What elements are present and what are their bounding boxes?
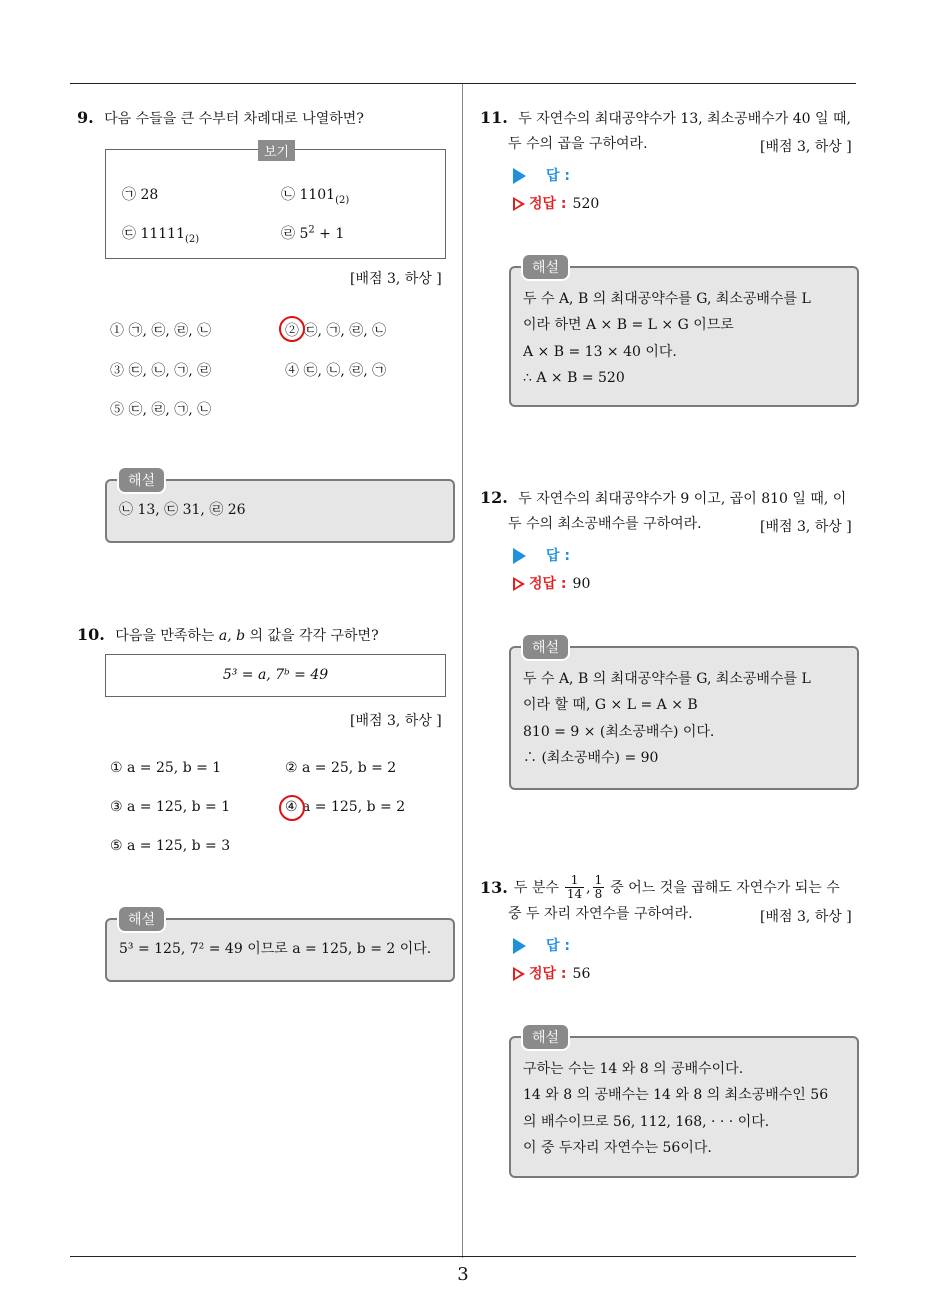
- q10-choice-5[interactable]: ⑤ a = 125, b = 3: [110, 838, 231, 854]
- q9-example-label: 보기: [258, 140, 295, 161]
- question-12-line2: 두 수의 최소공배수를 구하여라.: [508, 516, 702, 532]
- q11-score: [배점 3, 하상 ]: [760, 139, 852, 155]
- q9-item-a: ㉠ 28: [122, 187, 159, 203]
- q11-explanation-line-4: ∴ A × B = 520: [523, 370, 625, 386]
- q11-explanation-line-3: A × B = 13 × 40 이다.: [523, 344, 677, 360]
- outline-triangle-icon: [513, 577, 525, 591]
- question-11-number: 11.: [480, 108, 508, 127]
- q13-correct-row: [513, 963, 590, 983]
- play-icon: [513, 938, 526, 954]
- outline-triangle-icon: [513, 197, 525, 211]
- q13-answer-label: 답 :: [546, 938, 570, 954]
- outline-triangle-icon: [513, 967, 525, 981]
- q9-choice-5[interactable]: ⑤ ㉢, ㉣, ㉠, ㉡: [110, 402, 212, 418]
- question-11-line1: 두 자연수의 최대공약수가 13, 최소공배수가 40 일 때,: [518, 111, 851, 127]
- question-13-header: 13. 두 분수 $\frac{1}{14}$ , $\frac{1}{8}$ 중 어느 것을 곱해도 자연수가 되는 수: [480, 873, 840, 901]
- q10-choice-1[interactable]: ① a = 25, b = 1: [110, 760, 222, 776]
- question-10-number: 10.: [77, 625, 105, 644]
- q10-answer-circle-mark: [279, 795, 305, 821]
- q11-explanation-line-2: 이라 하면 A × B = L × G 이므로: [523, 317, 734, 333]
- q12-correct-row: [513, 573, 590, 593]
- q9-explanation-text: ㉡ 13, ㉢ 31, ㉣ 26: [119, 502, 246, 518]
- question-9-header: [77, 105, 364, 132]
- q9-explanation-tag: 해설: [117, 466, 166, 494]
- q12-explanation-line-2: 이라 할 때, G × L = A × B: [523, 697, 698, 713]
- q10-choice-3[interactable]: ③ a = 125, b = 1: [110, 799, 231, 815]
- q13-explanation-box: [509, 1030, 859, 1178]
- play-icon: [513, 548, 526, 564]
- q9-item-d: ㉣ $5^2 + 1$: [281, 224, 345, 242]
- q11-explanation-tag: 해설: [521, 253, 570, 281]
- q10-explanation-text: 5³ = 125, 7² = 49 이므로 a = 125, b = 2 이다.: [119, 941, 432, 957]
- question-11-line2: 두 수의 곱을 구하여라.: [508, 136, 648, 152]
- q13-explanation-line-1: 구하는 수는 14 와 8 의 공배수이다.: [523, 1061, 744, 1077]
- q13-fraction-1: $\frac{1}{14}$: [566, 873, 583, 901]
- question-13-number: 13.: [480, 877, 508, 897]
- q9-choice-2[interactable]: ② ㉢, ㉠, ㉣, ㉡: [285, 323, 387, 339]
- question-10-text-post: 의 값을 각각 구하면?: [245, 628, 379, 644]
- column-divider: [462, 84, 463, 1258]
- question-13-line1-pre: 두 분수: [513, 879, 559, 896]
- q9-score: [배점 3, 하상 ]: [350, 271, 442, 287]
- q12-explanation-tag: 해설: [521, 633, 570, 661]
- bottom-rule: [70, 1256, 856, 1257]
- q10-equation: 5³ = a, 7ᵇ = 49: [222, 667, 329, 683]
- q10-explanation-tag: 해설: [117, 905, 166, 933]
- top-rule: [70, 83, 856, 84]
- q9-explanation-box: [105, 473, 455, 543]
- q12-correct-label: 정답 :: [529, 576, 567, 592]
- question-10-header: [77, 622, 379, 649]
- q12-score: [배점 3, 하상 ]: [760, 519, 852, 535]
- q13-correct-label: 정답 :: [529, 966, 567, 982]
- q13-answer-row: [513, 935, 570, 955]
- q13-explanation-tag: 해설: [521, 1023, 570, 1051]
- q11-correct-row: [513, 193, 599, 213]
- q10-choice-2[interactable]: ② a = 25, b = 2: [285, 760, 397, 776]
- question-13-line1-post: 중 어느 것을 곱해도 자연수가 되는 수: [610, 879, 840, 896]
- q13-explanation-line-3: 의 배수이므로 56, 112, 168, · · · 이다.: [523, 1114, 770, 1130]
- q9-choice-4[interactable]: ④ ㉢, ㉡, ㉣, ㉠: [285, 363, 387, 379]
- question-10-vars: a, b: [218, 628, 246, 644]
- q12-explanation-box: [509, 640, 859, 790]
- q11-correct-value: 520: [572, 196, 600, 212]
- q13-fraction-2: $\frac{1}{8}$: [594, 873, 603, 901]
- question-12-number: 12.: [480, 488, 508, 507]
- question-12-line1: 두 자연수의 최대공약수가 9 이고, 곱이 810 일 때, 이: [518, 491, 847, 507]
- question-11-header: [480, 105, 851, 132]
- q11-explanation-line-1: 두 수 A, B 의 최대공약수를 G, 최소공배수를 L: [523, 291, 811, 307]
- q11-explanation-box: [509, 260, 859, 407]
- q12-correct-value: 90: [572, 576, 591, 592]
- q12-explanation-line-1: 두 수 A, B 의 최대공약수를 G, 최소공배수를 L: [523, 671, 811, 687]
- q9-item-c: ㉢ $11111_{(2)}$: [122, 226, 200, 245]
- q11-answer-label: 답 :: [546, 168, 570, 184]
- q9-item-b: ㉡ $1101_{(2)}$: [281, 187, 350, 206]
- question-9-text: 다음 수들을 큰 수부터 차례대로 나열하면?: [104, 111, 364, 127]
- question-12-header: [480, 485, 846, 512]
- q9-example-box: [105, 145, 446, 259]
- q13-correct-value: 56: [572, 966, 591, 982]
- question-9-number: 9.: [77, 108, 94, 127]
- q12-explanation-line-4: ∴ (최소공배수) = 90: [523, 750, 659, 766]
- q11-answer-row: [513, 165, 570, 185]
- q9-answer-circle-mark: [279, 316, 305, 342]
- page-number: 3: [457, 1264, 469, 1285]
- q11-correct-label: 정답 :: [529, 196, 567, 212]
- question-13-line2: 중 두 자리 자연수를 구하여라.: [508, 906, 693, 922]
- q13-score: [배점 3, 하상 ]: [760, 909, 852, 925]
- q13-explanation-line-4: 이 중 두자리 자연수는 56이다.: [523, 1140, 712, 1156]
- q12-explanation-line-3: 810 = 9 × (최소공배수) 이다.: [523, 724, 715, 740]
- q10-score: [배점 3, 하상 ]: [350, 713, 442, 729]
- q9-choice-1[interactable]: ① ㉠, ㉢, ㉣, ㉡: [110, 323, 212, 339]
- q12-answer-row: [513, 545, 570, 565]
- q13-explanation-line-2: 14 와 8 의 공배수는 14 와 8 의 최소공배수인 56: [523, 1087, 829, 1103]
- q9-choice-3[interactable]: ③ ㉢, ㉡, ㉠, ㉣: [110, 363, 212, 379]
- q10-explanation-box: [105, 912, 455, 982]
- q10-choice-4[interactable]: ④ a = 125, b = 2: [285, 799, 406, 815]
- q12-answer-label: 답 :: [546, 548, 570, 564]
- question-10-text-pre: 다음을 만족하는: [115, 628, 219, 644]
- q10-equation-box: [105, 654, 446, 697]
- play-icon: [513, 168, 526, 184]
